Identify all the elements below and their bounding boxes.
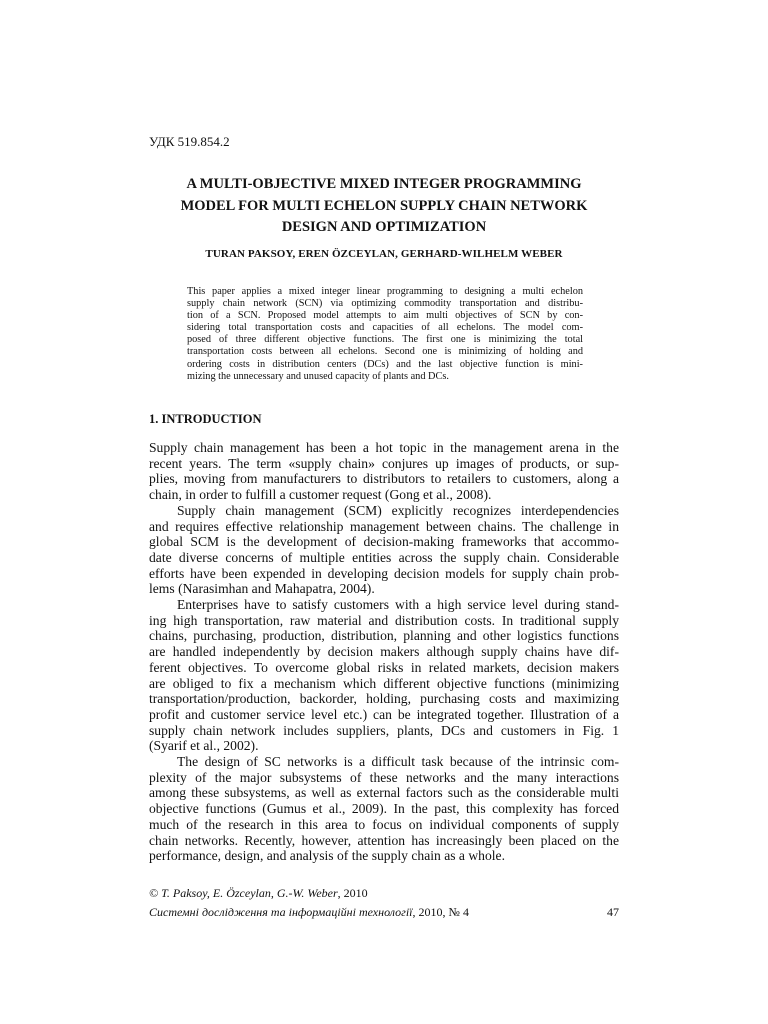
text-line: transportation/production, backorder, holding, purchasing costs and maximizing bbox=[149, 691, 619, 707]
text-line: recent years. The term «supply chain» conjures up images of products, or sup- bbox=[149, 455, 619, 471]
author-list: TURAN PAKSOY, EREN ÖZCEYLAN, GERHARD-WILHELM WEBER bbox=[205, 248, 563, 260]
copyright-line bbox=[149, 884, 619, 903]
udk-code: УДК 519.854.2 bbox=[149, 134, 230, 149]
paper-title bbox=[149, 174, 619, 239]
text-line: plexity of the major subsystems of these networks and the many interactions bbox=[149, 769, 619, 785]
text-line: date diverse concerns of multiple entities across the supply chain. Considerable bbox=[149, 549, 619, 565]
text-line: and requires effective relationship management between chains. The challenge in bbox=[149, 518, 619, 534]
section-heading: 1. INTRODUCTION bbox=[149, 412, 262, 426]
abstract-line: mizing the unnecessary and unused capacity of plants and DCs. bbox=[187, 370, 449, 382]
text-line: plies, moving from manufacturers to distributors to retailers to customers, along a bbox=[149, 471, 619, 487]
text-line: ing high transportation, raw material and distribution costs. In traditional supply bbox=[149, 612, 619, 628]
text-line: chain, in order to fulfill a customer request (Gong et al., 2008). bbox=[149, 487, 492, 503]
text-line: efforts have been expended in developing decision models for supply chain prob- bbox=[149, 565, 619, 581]
paragraph bbox=[149, 754, 619, 864]
text-line: are obliged to fix a mechanism which different objective functions (minimizing bbox=[149, 675, 619, 691]
text-line: Supply chain management (SCM) explicitly recognizes interdependencies bbox=[177, 502, 619, 518]
abstract-line: ordering costs in distribution centers (DCs) and the last objective function is mini- bbox=[187, 358, 583, 370]
text-line: ferent objectives. To overcome global risks in related markets, decision makers bbox=[149, 659, 619, 675]
text-line: (Syarif et al., 2002). bbox=[149, 738, 259, 754]
abstract-line: supply chain network (SCN) via optimizing commodity transportation and distribu- bbox=[187, 298, 583, 310]
page-number: 47 bbox=[607, 905, 619, 919]
abstract bbox=[187, 286, 583, 383]
page-footer bbox=[149, 884, 619, 922]
text-line: are handled independently by decision makers although supply chains have dif- bbox=[149, 644, 619, 660]
text-line: global SCM is the development of decision-making frameworks that accommo- bbox=[149, 534, 619, 550]
text-line: profit and customer service level etc.) can be integrated together. Illustration of a bbox=[149, 706, 619, 722]
copyright-year: , 2010 bbox=[337, 886, 368, 900]
abstract-line: transportation costs between all echelons. Second one is minimizing of holding and bbox=[187, 346, 583, 358]
text-line: Enterprises have to satisfy customers with a high service level during stand- bbox=[177, 597, 619, 613]
abstract-line: This paper applies a mixed integer linear programming to designing a multi echelon bbox=[187, 286, 583, 297]
title-line: A MULTI-OBJECTIVE MIXED INTEGER PROGRAMMING bbox=[186, 176, 582, 192]
abstract-line: posed of three different objective functions. The first one is minimizing the total bbox=[187, 334, 583, 346]
text-line: much of the research in this area to focus on individual components of supply bbox=[149, 816, 619, 832]
journal-line bbox=[149, 903, 619, 922]
body-text bbox=[149, 440, 619, 864]
text-line: among these subsystems, as well as external factors such as the considerable multi bbox=[149, 785, 619, 801]
abstract-line: tion of a SCN. Proposed model attempts to aim multi objectives of SCN by con- bbox=[187, 310, 583, 322]
copyright-authors: © T. Paksoy, E. Özceylan, G.-W. Weber bbox=[149, 886, 338, 900]
title-line: MODEL FOR MULTI ECHELON SUPPLY CHAIN NETWORK bbox=[180, 197, 588, 214]
abstract-line: sidering total transportation costs and capacities of all echelons. The model com- bbox=[187, 322, 583, 334]
journal-issue: , 2010, № 4 bbox=[412, 905, 469, 919]
title-line: DESIGN AND OPTIMIZATION bbox=[281, 219, 487, 235]
text-line: performance, design, and analysis of the supply chain as a whole. bbox=[149, 848, 505, 864]
text-line: chain networks. Recently, however, attention has increasingly been placed on the bbox=[149, 832, 619, 848]
text-line: lems (Narasimhan and Mahapatra, 2004). bbox=[149, 581, 375, 597]
paragraph bbox=[149, 503, 619, 597]
text-line: objective functions (Gumus et al., 2009). In the past, this complexity has forced bbox=[149, 801, 619, 817]
text-line: Supply chain management has been a hot topic in the management arena in the bbox=[149, 440, 619, 455]
paragraph bbox=[149, 440, 619, 503]
paragraph bbox=[149, 597, 619, 754]
text-line: supply chain network includes suppliers, plants, DCs and customers in Fig. 1 bbox=[149, 722, 619, 738]
journal-title: Системні дослідження та інформаційні технології bbox=[149, 905, 413, 919]
text-line: The design of SC networks is a difficult task because of the intrinsic com- bbox=[177, 754, 619, 770]
text-line: chains, purchasing, production, distribution, planning and other logistics functions bbox=[149, 628, 619, 644]
